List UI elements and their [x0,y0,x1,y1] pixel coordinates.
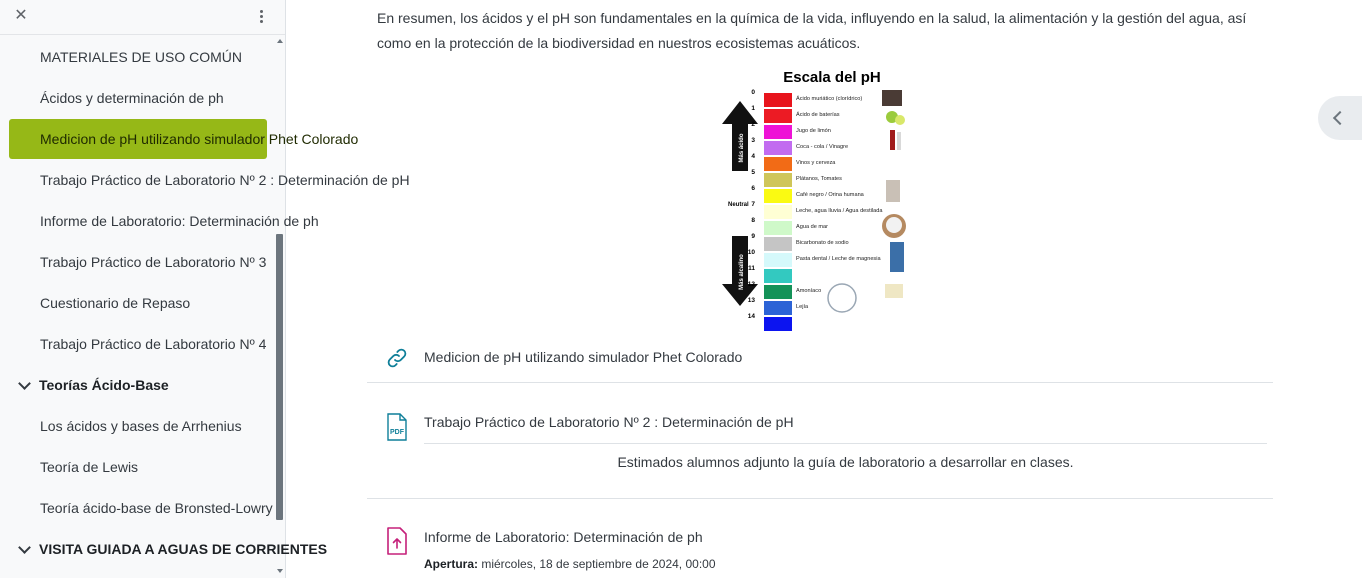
link-icon [385,346,409,370]
course-index-item[interactable]: Trabajo Práctico de Laboratorio Nº 4 [40,336,267,352]
course-index-item[interactable]: Informe de Laboratorio: Determinación de ph [40,213,319,229]
ph-color-swatch [764,173,792,187]
close-drawer-icon[interactable]: ✕ [14,7,28,24]
activity-separator [367,382,1273,383]
activity-inner-separator [424,443,1267,444]
ph-example-label: Café negro / Orina humana [796,192,864,198]
chevron-down-icon[interactable] [18,377,31,390]
more-options-icon[interactable] [252,8,270,26]
more-alkaline-label: Más alcalino [739,254,745,290]
ph-number: 13 [747,297,755,304]
ph-number: 14 [747,313,755,320]
ph-color-swatch [764,189,792,203]
ph-example-label: Leche, agua lluvia / Agua destilada [796,208,883,214]
scroll-up-arrow-icon[interactable] [277,39,283,43]
ph-example-label: Ácido de baterías [796,112,840,118]
ph-number: 3 [751,137,755,144]
course-section-12[interactable] [9,529,328,569]
ph-number: 10 [747,249,755,256]
course-index-item[interactable]: Los ácidos y bases de Arrhenius [40,418,242,434]
opening-value: miércoles, 18 de septiembre de 2024, 00:00 [478,557,716,571]
more-acidic-label: Más ácido [739,133,745,163]
drawer-header [0,0,285,35]
course-section-label: Teorías Ácido-Base [39,377,169,393]
activity-separator [367,498,1273,499]
ph-color-swatch [764,221,792,235]
ph-example-label: Jugo de limón [796,128,831,134]
ph-color-swatch [764,269,792,283]
main-content [287,0,1356,578]
ph-example-label: Coca - cola / Vinagre [796,144,849,150]
ph-color-swatch [764,317,792,331]
ph-number: 7 [751,201,755,208]
course-index-item[interactable]: Cuestionario de Repaso [40,295,191,311]
opening-label: Apertura: [424,557,479,571]
ph-color-swatch [764,205,792,219]
ph-color-swatch [764,301,792,315]
assignment-upload-icon [385,527,409,551]
activity-title-informe[interactable]: Informe de Laboratorio: Determinación de ph [424,529,703,545]
pdf-icon-text: PDF [390,429,404,436]
activity-title-phet[interactable]: Medicion de pH utilizando simulador Phet Colorado [424,349,743,365]
course-index-item[interactable]: Teoría ácido-base de Bronsted-Lowry [40,500,273,516]
activity-description: Estimados alumnos adjunto la guía de laboratorio a desarrollar en clases. [617,454,1074,470]
ph-color-swatch [764,125,792,139]
course-index-item[interactable]: Trabajo Práctico de Laboratorio Nº 3 [40,254,267,270]
ph-number: 9 [751,233,755,240]
ph-number: 12 [747,281,755,288]
product-pictures [828,90,906,312]
ph-example-label: Amoníaco [796,288,822,294]
activity-title-tp2[interactable]: Trabajo Práctico de Laboratorio Nº 2 : Determinación de pH [424,414,794,430]
summary-paragraph: En resumen, los ácidos y el pH son fundamentales en la química de la vida, influyendo en la salud, la alimentación y la gestión del agua, así como en la protección de la biodiversidad en nuestros ecosistemas acuáticos. [377,10,1247,51]
course-index-item[interactable]: Trabajo Práctico de Laboratorio Nº 2 : Determinación de pH [40,172,410,188]
ph-example-label: Ácido muriático (clorídrico) [796,96,863,102]
ph-color-swatch [764,109,792,123]
course-section-label: VISITA GUIADA A AGUAS DE CORRIENTES [39,541,328,557]
ph-color-swatch [764,141,792,155]
chevron-left-icon [1333,111,1347,125]
ph-number: 5 [751,169,755,176]
ph-scale-title: Escala del pH [783,69,881,86]
ph-example-label: Lejía [796,304,809,310]
ph-number: 2 [751,121,755,128]
open-block-drawer-button[interactable] [1318,96,1362,140]
ph-number: 8 [751,217,755,224]
neutral-label: Neutral [728,202,749,208]
course-index-item[interactable]: Teoría de Lewis [40,459,139,475]
ph-scale-image [720,66,920,320]
course-index-item-active[interactable]: Medicion de pH utilizando simulador Phet Colorado [9,119,267,159]
ph-number: 1 [751,105,755,112]
pdf-file-icon [385,413,409,437]
scrollbar-thumb[interactable] [276,234,283,520]
ph-number: 11 [748,265,755,272]
ph-number: 4 [751,153,755,160]
ph-example-label: Plátanos, Tomates [796,176,842,182]
course-index-item[interactable]: Ácidos y determinación de ph [40,90,224,106]
ph-levels [748,89,884,331]
course-index-item[interactable]: MATERIALES DE USO COMÚN [40,49,242,65]
ph-color-swatch [764,237,792,251]
ph-number: 0 [751,89,755,96]
chevron-down-icon[interactable] [18,541,31,554]
scroll-down-arrow-icon[interactable] [277,569,283,573]
ph-number: 6 [751,185,755,192]
drawer-scrollbar[interactable] [275,36,284,578]
ph-color-swatch [764,285,792,299]
ph-example-label: Agua de mar [796,224,829,230]
ph-color-swatch [764,157,792,171]
ph-example-label: Pasta dental / Leche de magnesia [796,256,881,262]
ph-example-label: Bicarbonato de sodio [796,240,849,246]
ph-color-swatch [764,93,792,107]
activity-dates [424,557,716,571]
ph-color-swatch [764,253,792,267]
ph-example-label: Vinos y cerveza [796,160,836,166]
course-section-8[interactable] [9,365,267,405]
